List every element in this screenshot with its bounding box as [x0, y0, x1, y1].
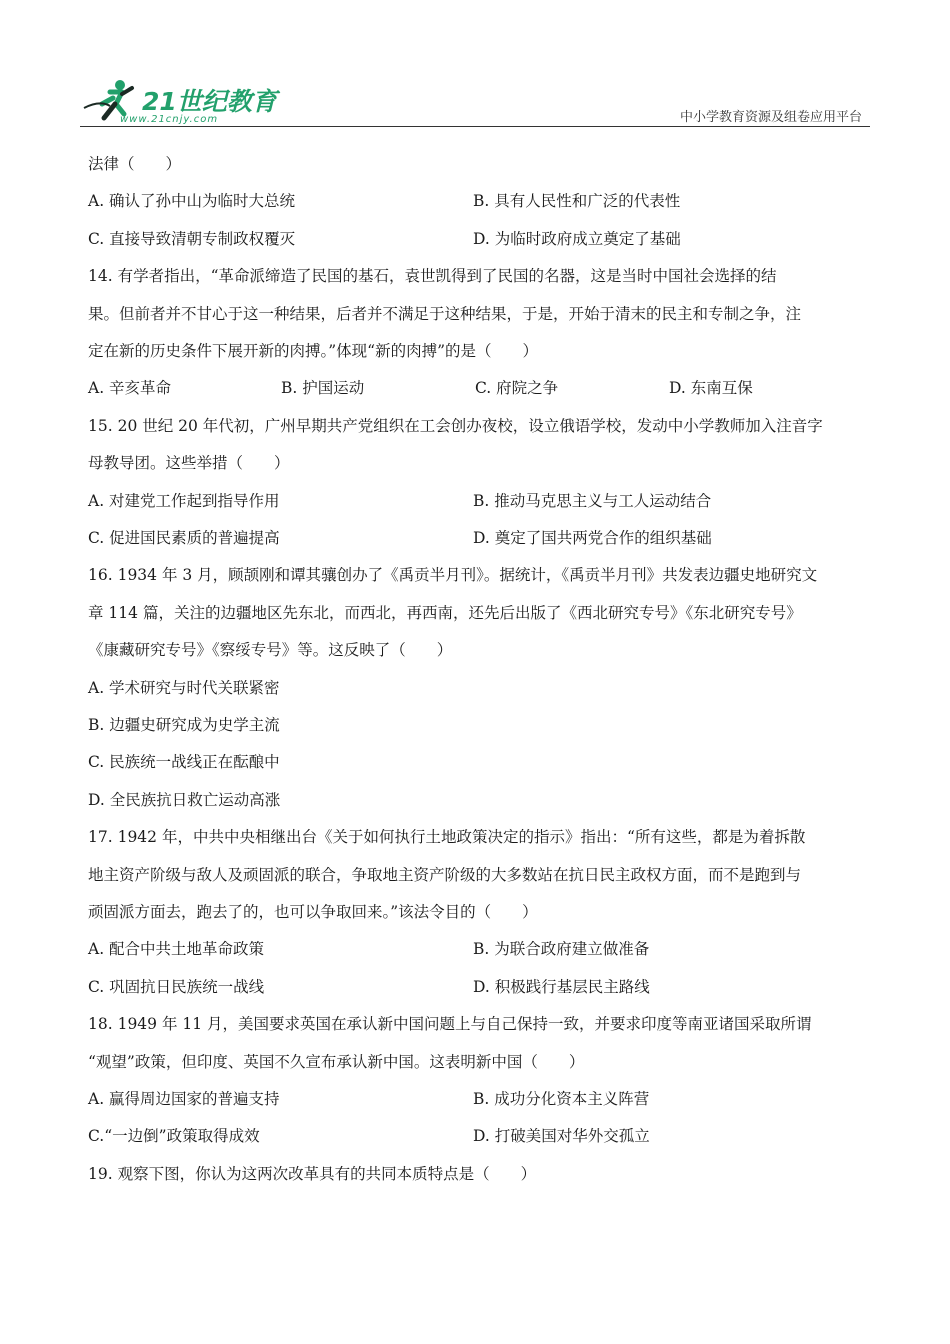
- text-line: 14. 有学者指出，“革命派缔造了民国的基石，袁世凯得到了民国的名器，这是当时中国社会选择的结: [88, 267, 777, 285]
- text-line: 16. 1934 年 3 月，顾颉刚和谭其骧创办了《禹贡半月刊》。据统计，《禹贡半月刊》共发表边疆史地研究文: [88, 566, 818, 584]
- text-line: “观望”政策，但印度、英国不久宣布承认新中国。这表明新中国（ ）: [88, 1053, 585, 1071]
- page-header: [80, 72, 870, 130]
- text-line: 地主资产阶级与敌人及顽固派的联合，争取地主资产阶级的大多数站在抗日民主政权方面，而不是跑到与: [88, 866, 802, 884]
- answer-option: A. 对建党工作起到指导作用: [88, 492, 280, 510]
- answer-option: C. 直接导致清朝专制政权覆灭: [88, 230, 296, 248]
- answer-option: A. 赢得周边国家的普遍支持: [88, 1090, 280, 1108]
- answer-option: C. 巩固抗日民族统一战线: [88, 978, 265, 996]
- answer-option: C. 促进国民素质的普遍提高: [88, 529, 280, 547]
- answer-option: A. 配合中共土地革命政策: [88, 940, 265, 958]
- text-line: 18. 1949 年 11 月，美国要求英国在承认新中国问题上与自己保持一致，并要求印度等南亚诸国采取所谓: [88, 1015, 812, 1033]
- text-line: 17. 1942 年，中共中央相继出台《关于如何执行土地政策决定的指示》指出：“所有这些，都是为着拆散: [88, 828, 806, 846]
- answer-option: D. 打破美国对华外交孤立: [473, 1127, 650, 1145]
- text-line: 《康藏研究专号》《察绥专号》等。这反映了（ ）: [88, 641, 453, 659]
- answer-option: C.“一边倒”政策取得成效: [88, 1127, 260, 1145]
- answer-option: D. 奠定了国共两党合作的组织基础: [473, 529, 712, 547]
- logo-text: 21世纪教育: [142, 87, 277, 116]
- answer-option: B. 推动马克思主义与工人运动结合: [473, 492, 712, 510]
- text-line: 章 114 篇，关注的边疆地区先东北，而西北，再西南，还先后出版了《西北研究专号》《东北研究专号》: [88, 604, 802, 622]
- logo-url: www.21cnjy.com: [120, 114, 219, 125]
- site-logo: [80, 72, 280, 128]
- text-line: 顽固派方面去，跑去了的，也可以争取回来。”该法令目的（ ）: [88, 903, 538, 921]
- text-line: 果。但前者并不甘心于这一种结果，后者并不满足于这种结果，于是，开始于清末的民主和专制之争，注: [88, 305, 802, 323]
- header-divider: [80, 126, 870, 127]
- text-line: A. 学术研究与时代关联紧密: [88, 679, 280, 697]
- answer-option: D. 为临时政府成立奠定了基础: [473, 230, 681, 248]
- platform-name: 中小学教育资源及组卷应用平台: [679, 110, 862, 125]
- text-line: 19. 观察下图，你认为这两次改革具有的共同本质特点是（ ）: [88, 1165, 537, 1183]
- answer-option: B. 具有人民性和广泛的代表性: [473, 192, 681, 210]
- answer-option: C. 府院之争: [475, 379, 559, 397]
- text-line: 法律（ ）: [88, 155, 182, 173]
- answer-option: B. 为联合政府建立做准备: [473, 940, 650, 958]
- text-line: 母教导团。这些举措（ ）: [88, 454, 290, 472]
- answer-option: A. 辛亥革命: [88, 379, 172, 397]
- answer-option: B. 护国运动: [281, 379, 365, 397]
- text-line: 定在新的历史条件下展开新的肉搏。”体现“新的肉搏”的是（ ）: [88, 342, 539, 360]
- answer-option: B. 成功分化资本主义阵营: [473, 1090, 650, 1108]
- text-line: D. 全民族抗日救亡运动高涨: [88, 791, 281, 809]
- answer-option: A. 确认了孙中山为临时大总统: [88, 192, 296, 210]
- answer-option: D. 东南互保: [669, 379, 753, 397]
- text-line: C. 民族统一战线正在酝酿中: [88, 753, 280, 771]
- answer-option: D. 积极践行基层民主路线: [473, 978, 650, 996]
- text-line: B. 边疆史研究成为史学主流: [88, 716, 280, 734]
- text-line: 15. 20 世纪 20 年代初，广州早期共产党组织在工会创办夜校，设立俄语学校，发动中小学教师加入注音字: [88, 417, 823, 435]
